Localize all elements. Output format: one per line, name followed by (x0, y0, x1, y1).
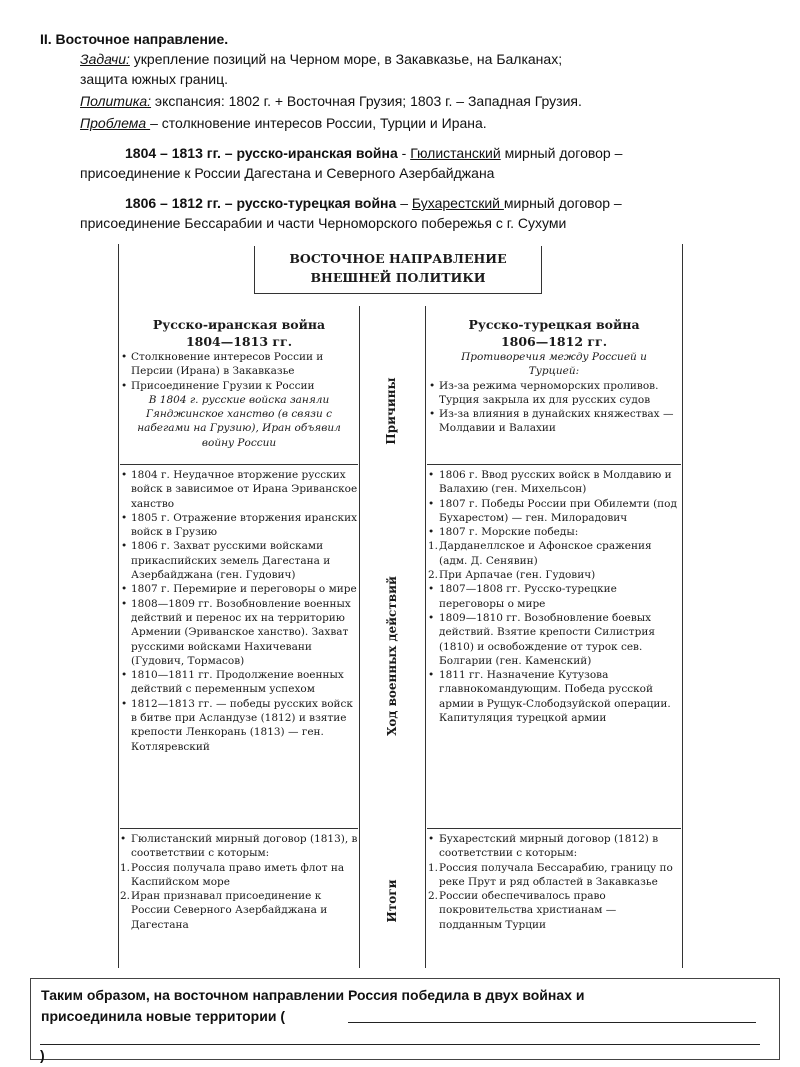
list-text: 1811 гг. Назначение Кутузова главнокомандующим. Победа русской армии в Рущук-Слободзуйской операции. Капитуляция турецкой армии (439, 669, 671, 725)
list-marker: 2. (428, 890, 439, 903)
list-marker: 1. (428, 861, 439, 874)
list-item: • Столкновение интересов России и Персии (Ирана) в Закавказье (120, 350, 358, 379)
list-item (428, 582, 680, 611)
tasks-line (80, 49, 562, 69)
summary-line2 (41, 1006, 769, 1027)
list-item: • 1810—1811 гг. Продолжение военных действий с переменным успехом (120, 668, 358, 697)
table-title-2: ВНЕШНЕЙ ПОЛИТИКИ (310, 270, 486, 285)
list-item (120, 889, 358, 932)
divider-left (359, 306, 360, 968)
list-item (120, 832, 358, 861)
right-title-1: Русско-турецкая война (468, 317, 640, 332)
left-results (120, 832, 358, 932)
list-item (428, 539, 680, 568)
list-item: • Из-за влияния в дунайских княжествах — Молдавии и Валахии (428, 407, 680, 436)
left-causes-list (120, 350, 358, 393)
row-divider-2-right (427, 828, 681, 829)
answer-blank-1[interactable] (348, 1022, 756, 1023)
war1-rest: мирный договор – (500, 145, 623, 161)
list-marker: 2. (120, 890, 131, 903)
table-border-left (118, 244, 119, 968)
list-marker: 2. (428, 569, 439, 582)
row-divider-1-right (427, 464, 681, 465)
table-title-box (254, 246, 542, 294)
row-divider-2-left (120, 828, 358, 829)
right-course-list (428, 468, 680, 725)
list-item (428, 468, 680, 497)
war2-dash: – (396, 195, 412, 211)
list-text: При Арпачае (ген. Гудович) (439, 569, 596, 582)
summary-closing: ) (40, 1047, 45, 1063)
list-marker: 1. (428, 540, 439, 553)
war2-treaty: Бухарестский (411, 195, 504, 211)
list-item (428, 668, 680, 725)
list-item: • 1806 г. Захват русскими войсками прикаспийских земель Дагестана и Азербайджана (ген. Гудович) (120, 539, 358, 582)
policy-line (80, 91, 582, 111)
list-item (428, 497, 680, 526)
left-course (120, 468, 358, 754)
war1-treaty: Гюлистанский (410, 145, 501, 161)
answer-blank-2[interactable] (40, 1044, 760, 1045)
left-title-1: Русско-иранская война (152, 317, 326, 332)
right-causes-note: Противоречия между Россией и Турцией: (461, 351, 647, 378)
policy-label: Политика: (80, 93, 152, 109)
list-item: • 1808—1809 гг. Возобновление военных действий и перенос их на территорию Армении (Эриванское ханство). Захват русскими войсками Нахичевани (Гудович, Тормасов) (120, 597, 358, 668)
list-marker: • (428, 526, 435, 539)
left-title-2: 1804—1813 гг. (185, 334, 293, 349)
war1-dash: - (397, 145, 411, 161)
row-label-course: Ход военных действий (385, 576, 399, 736)
war1-line (125, 143, 622, 163)
right-causes (428, 350, 680, 436)
table-title-1: ВОСТОЧНОЕ НАПРАВЛЕНИЕ (289, 251, 507, 266)
problem-text: – столкновение интересов России, Турции и Ирана. (150, 115, 487, 131)
list-item (428, 568, 680, 582)
war1-line2: присоединение к России Дагестана и Северного Азербайджана (80, 165, 495, 181)
list-item: • Присоединение Грузии к России (120, 379, 358, 393)
right-results-list (428, 832, 680, 932)
list-marker: • (428, 497, 435, 510)
war2-line (125, 193, 622, 213)
row-label-causes: Причины (384, 377, 398, 445)
list-text: Бухарестский мирный договор (1812) в соответствии с которым: (439, 833, 659, 860)
tasks-text-1: укрепление позиций на Черном море, в Закавказье, на Балканах; (129, 51, 563, 67)
list-text: 1806 г. Ввод русских войск в Молдавию и Валахию (ген. Михельсон) (439, 469, 672, 496)
left-course-list (120, 468, 358, 754)
list-marker: 1. (120, 861, 131, 874)
problem-line (80, 113, 487, 133)
list-text: Иран признавал присоединение к России Северного Азербайджана и Дагестана (131, 890, 328, 931)
left-causes (120, 350, 358, 450)
list-text: Россия получала Бессарабию, границу по реке Прут и ряд областей в Закавказье (439, 861, 673, 888)
war2-title: 1806 – 1812 гг. – русско-турецкая война (125, 195, 397, 211)
right-results (428, 832, 680, 932)
list-text: Гюлистанский мирный договор (1813), в соответствии с которым: (131, 833, 358, 860)
list-text: 1807—1808 гг. Русско-турецкие переговоры о мире (439, 583, 617, 610)
list-marker: • (428, 669, 435, 682)
foreign-policy-table (114, 244, 686, 968)
list-item: • Из-за режима черноморских проливов. Турция закрыла их для русских судов (428, 379, 680, 408)
list-text: 1807 г. Победы России при Обилемти (под Бухарестом) — ген. Милорадович (439, 497, 677, 524)
list-item: • 1805 г. Отражение вторжения иранских войск в Грузию (120, 511, 358, 540)
list-text: Дарданеллское и Афонское сражения (адм. Д. Сенявин) (439, 540, 652, 567)
left-results-list (120, 832, 358, 932)
tasks-label: Задачи: (80, 51, 130, 67)
summary-line2-text: присоединила новые территории ( (41, 1008, 286, 1024)
left-column-title (120, 316, 358, 350)
war2-rest: мирный договор – (503, 195, 622, 211)
list-text: 1809—1810 гг. Возобновление боевых действий. Взятие крепости Силистрия (1810) и освобождение от турок сев. Болгарии (ген. Каменский) (439, 611, 655, 667)
summary-line1: Таким образом, на восточном направлении Россия победила в двух войнах и (41, 987, 585, 1003)
list-item (428, 861, 680, 890)
policy-text: экспансия: 1802 г. + Восточная Грузия; 1803 г. – Западная Грузия. (151, 93, 582, 109)
list-text: России обеспечивалось право покровительства христианам — подданным Турции (439, 890, 617, 931)
list-marker: • (120, 833, 127, 845)
right-causes-list (428, 379, 680, 436)
summary-box (30, 978, 780, 1060)
war2-line2: присоединение Бессарабии и части Черноморского побережья с г. Сухуми (80, 215, 567, 231)
list-text: 1807 г. Морские победы: (439, 526, 579, 539)
row-divider-1-left (120, 464, 358, 465)
list-marker: • (428, 611, 435, 624)
list-item: • 1807 г. Перемирие и переговоры о мире (120, 582, 358, 596)
section-title: II. Восточное направление. (40, 31, 229, 47)
problem-label: Проблема (80, 115, 151, 131)
list-item: • 1812—1813 гг. — победы русских войск в битве при Асландузе (1812) и взятие крепости Ленкорань (1813) — ген. Котляревский (120, 697, 358, 754)
table-border-right (682, 244, 683, 968)
list-marker: • (428, 833, 435, 845)
divider-right (425, 306, 426, 968)
list-item (428, 889, 680, 932)
right-title-2: 1806—1812 гг. (500, 334, 608, 349)
list-item (428, 832, 680, 861)
row-label-results: Итоги (385, 879, 399, 923)
list-marker: • (428, 583, 435, 596)
list-item (428, 525, 680, 539)
list-item (428, 611, 680, 668)
war1-title: 1804 – 1813 гг. – русско-иранская война (125, 145, 398, 161)
tasks-text-2: защита южных границ. (80, 71, 229, 87)
left-causes-note: В 1804 г. русские войска заняли Гянджинское ханство (в связи с набегами на Грузию), Иран объявил войну России (137, 393, 341, 449)
list-marker: • (428, 469, 435, 481)
list-item (120, 861, 358, 890)
right-column-title (427, 316, 681, 350)
right-course (428, 468, 680, 725)
list-text: Россия получала право иметь флот на Каспийском море (131, 861, 345, 888)
list-item: • 1804 г. Неудачное вторжение русских войск в зависимое от Ирана Эриванское ханство (120, 468, 358, 511)
